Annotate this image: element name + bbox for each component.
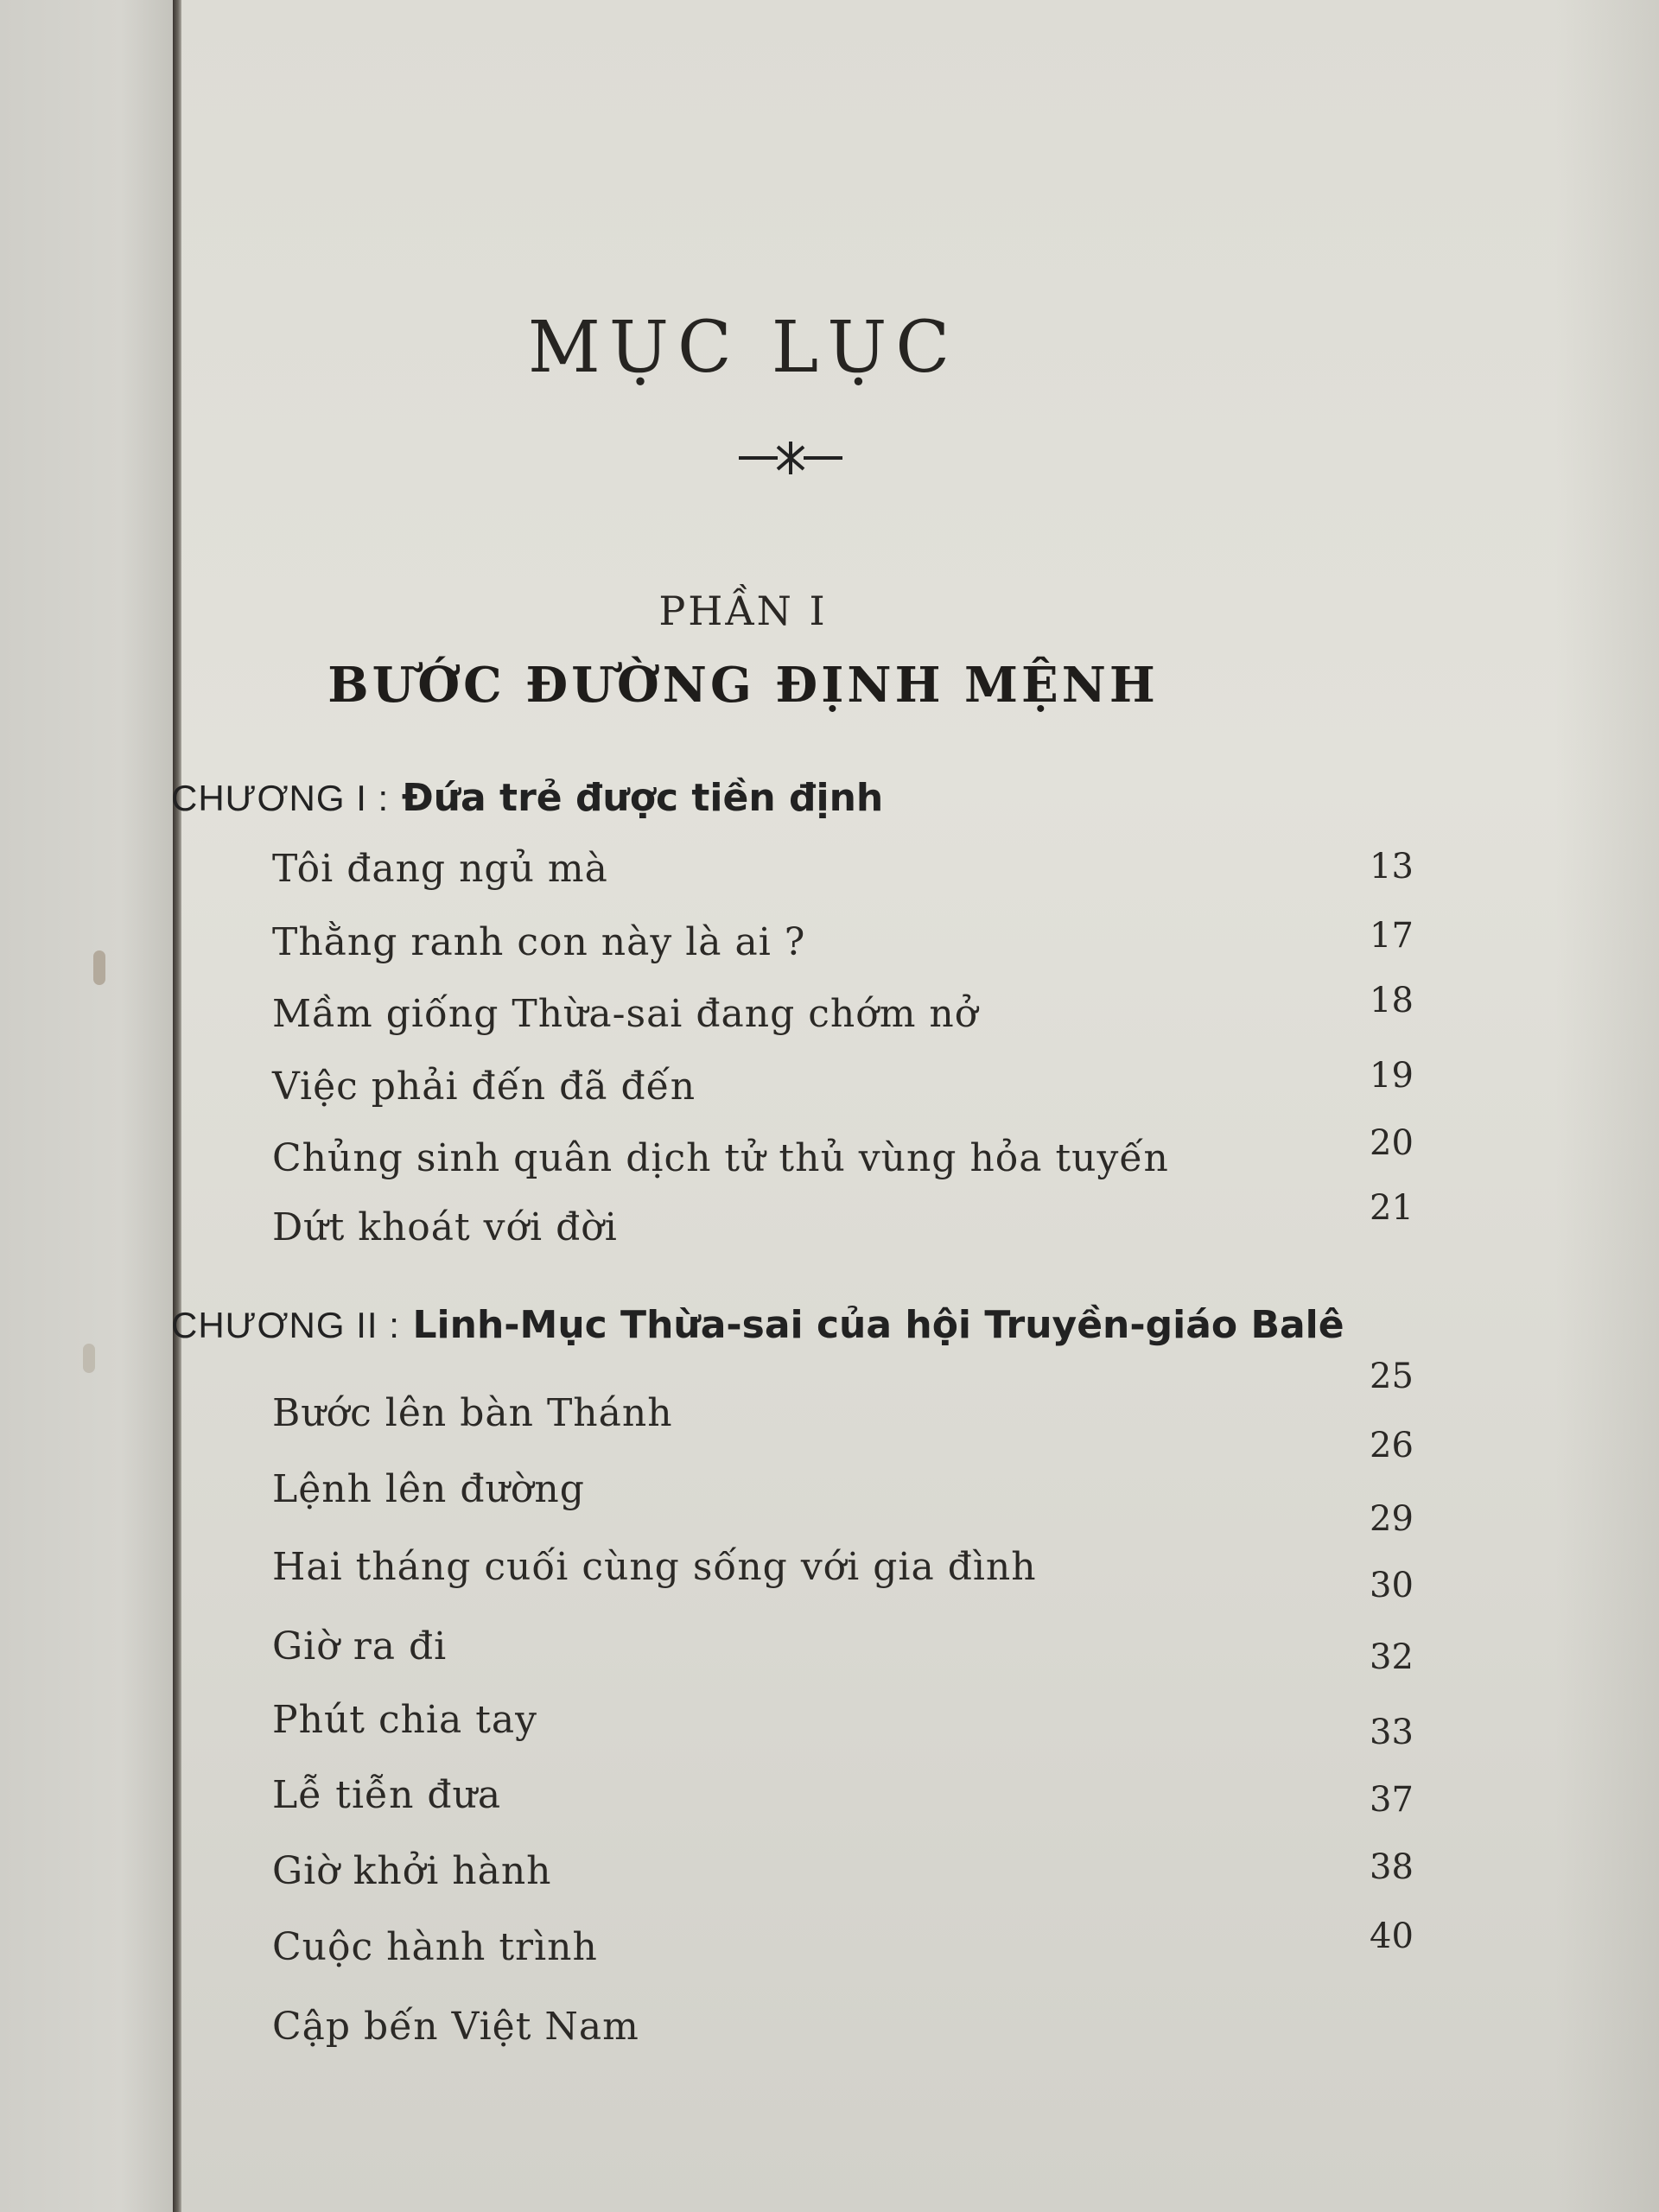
- chapter-label: CHƯƠNG I :: [171, 778, 390, 818]
- page-title: MỤC LỤC: [527, 307, 959, 389]
- page-number: 29: [1370, 1499, 1414, 1539]
- page-number: 26: [1370, 1426, 1414, 1465]
- chapter-heading: [171, 773, 883, 820]
- page-number: 38: [1370, 1847, 1414, 1887]
- chapter-name: Linh-Mục Thừa-sai của hội Truyền-giáo Balê: [412, 1303, 1344, 1347]
- toc-entry: Lễ tiễn đưa: [272, 1773, 502, 1817]
- part-title: BƯỚC ĐƯỜNG ĐỊNH MỆNH: [327, 657, 1159, 714]
- page-number: 32: [1370, 1637, 1414, 1677]
- page-number: 20: [1370, 1123, 1414, 1163]
- page-number: 37: [1370, 1780, 1414, 1820]
- toc-entry: Phút chia tay: [272, 1698, 537, 1742]
- toc-entry: Thằng ranh con này là ai ?: [272, 920, 806, 964]
- page-shadow: [1555, 0, 1659, 2212]
- toc-entry: Việc phải đến đã đến: [272, 1065, 696, 1109]
- page-number: 30: [1370, 1566, 1414, 1605]
- page-number: 25: [1370, 1357, 1414, 1396]
- toc-entry: Hai tháng cuối cùng sống với gia đình: [272, 1545, 1037, 1589]
- page-number: 19: [1370, 1056, 1414, 1096]
- chapter-label: CHƯƠNG II :: [171, 1305, 400, 1345]
- page-number: 40: [1370, 1916, 1414, 1956]
- toc-entry: Cập bến Việt Nam: [272, 2005, 639, 2049]
- part-label: PHẦN I: [658, 588, 828, 634]
- toc-entry: Giờ khởi hành: [272, 1849, 552, 1893]
- page-number: 13: [1370, 847, 1414, 887]
- star-ornament-icon: [734, 436, 847, 480]
- page-stain: [93, 950, 105, 985]
- toc-entry: Chủng sinh quân dịch tử thủ vùng hỏa tuyến: [272, 1136, 1169, 1180]
- facing-page-edge: [0, 0, 173, 2212]
- toc-entry: Lệnh lên đường: [272, 1467, 585, 1511]
- toc-entry: Bước lên bàn Thánh: [272, 1391, 673, 1435]
- book-gutter: [173, 0, 181, 2212]
- page-number: 33: [1370, 1713, 1414, 1752]
- toc-entry: Mầm giống Thừa-sai đang chớm nở: [272, 992, 979, 1036]
- page-number: 18: [1370, 981, 1414, 1020]
- toc-entry: Cuộc hành trình: [272, 1925, 598, 1969]
- toc-entry: Tôi đang ngủ mà: [272, 847, 608, 891]
- page-stain: [83, 1344, 95, 1373]
- chapter-heading: [171, 1300, 1344, 1347]
- toc-entry: Giờ ra đi: [272, 1624, 448, 1669]
- chapter-name: Đứa trẻ được tiền định: [401, 776, 884, 820]
- page-number: 21: [1370, 1188, 1414, 1228]
- toc-entry: Dứt khoát với đời: [272, 1205, 618, 1249]
- table-of-contents-page: [171, 0, 1659, 2212]
- page-number: 17: [1370, 916, 1414, 956]
